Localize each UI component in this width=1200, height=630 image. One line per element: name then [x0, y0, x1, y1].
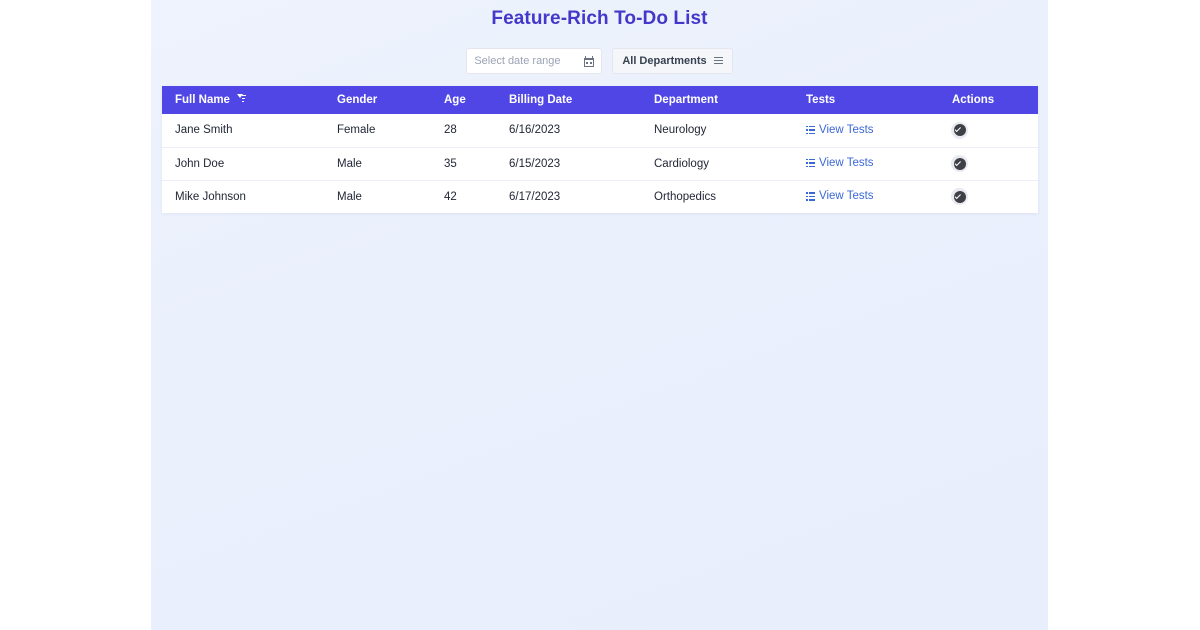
cell-tests: [793, 180, 938, 213]
page-title: Feature-Rich To-Do List: [491, 8, 708, 29]
column-header-department[interactable]: Department: [641, 86, 793, 114]
cell-billing-date: 6/16/2023: [496, 114, 641, 147]
cell-department: Cardiology: [641, 147, 793, 180]
cell-tests: [793, 147, 938, 180]
list-bullets-icon: [806, 158, 815, 167]
cell-actions: [938, 114, 1038, 147]
table-header-row: [162, 86, 1038, 114]
cell-age: 42: [431, 180, 496, 213]
table-body: [162, 114, 1038, 213]
cell-actions: [938, 147, 1038, 180]
cell-age: 28: [431, 114, 496, 147]
view-tests-label: View Tests: [819, 156, 874, 169]
check-circle-icon: [954, 124, 966, 136]
cell-gender: Male: [324, 180, 431, 213]
cell-gender: Female: [324, 114, 431, 147]
table-header: [162, 86, 1038, 114]
date-range-input[interactable]: [466, 48, 602, 74]
mark-complete-button[interactable]: [951, 122, 968, 139]
column-header-full-name[interactable]: [162, 86, 324, 114]
department-filter-label: All Departments: [622, 54, 707, 67]
table-row[interactable]: [162, 147, 1038, 180]
check-circle-icon: [954, 191, 966, 203]
filter-toolbar: [151, 48, 1048, 74]
cell-full-name: Mike Johnson: [162, 180, 324, 213]
column-header-tests[interactable]: Tests: [793, 86, 938, 114]
list-bullets-icon: [806, 192, 815, 201]
date-range-placeholder: Select date range: [474, 54, 561, 67]
cell-department: Orthopedics: [641, 180, 793, 213]
check-circle-icon: [954, 158, 966, 170]
table-row[interactable]: [162, 180, 1038, 213]
mark-complete-button[interactable]: [951, 155, 968, 172]
cell-full-name: Jane Smith: [162, 114, 324, 147]
column-header-billing-date[interactable]: Billing Date: [496, 86, 641, 114]
view-tests-label: View Tests: [819, 123, 874, 136]
cell-tests: [793, 114, 938, 147]
sort-descending-icon: [237, 94, 246, 104]
column-header-full-name-label: Full Name: [175, 94, 230, 106]
mark-complete-button[interactable]: [951, 188, 968, 205]
cell-actions: [938, 180, 1038, 213]
app-canvas: [151, 0, 1048, 630]
column-header-actions[interactable]: Actions: [938, 86, 1038, 114]
patients-table: [162, 86, 1038, 213]
cell-gender: Male: [324, 147, 431, 180]
view-tests-label: View Tests: [819, 190, 874, 202]
list-icon: [714, 56, 723, 66]
department-filter-select[interactable]: [612, 48, 732, 74]
cell-department: Neurology: [641, 114, 793, 147]
view-tests-link[interactable]: [806, 157, 874, 169]
calendar-icon: [584, 56, 594, 67]
table-row[interactable]: [162, 114, 1038, 147]
view-tests-link[interactable]: [806, 190, 874, 202]
cell-billing-date: 6/15/2023: [496, 147, 641, 180]
cell-billing-date: 6/17/2023: [496, 180, 641, 213]
column-header-age[interactable]: Age: [431, 86, 496, 114]
view-tests-link[interactable]: [806, 124, 874, 136]
column-header-gender[interactable]: Gender: [324, 86, 431, 114]
cell-full-name: John Doe: [162, 147, 324, 180]
cell-age: 35: [431, 147, 496, 180]
list-bullets-icon: [806, 125, 815, 134]
